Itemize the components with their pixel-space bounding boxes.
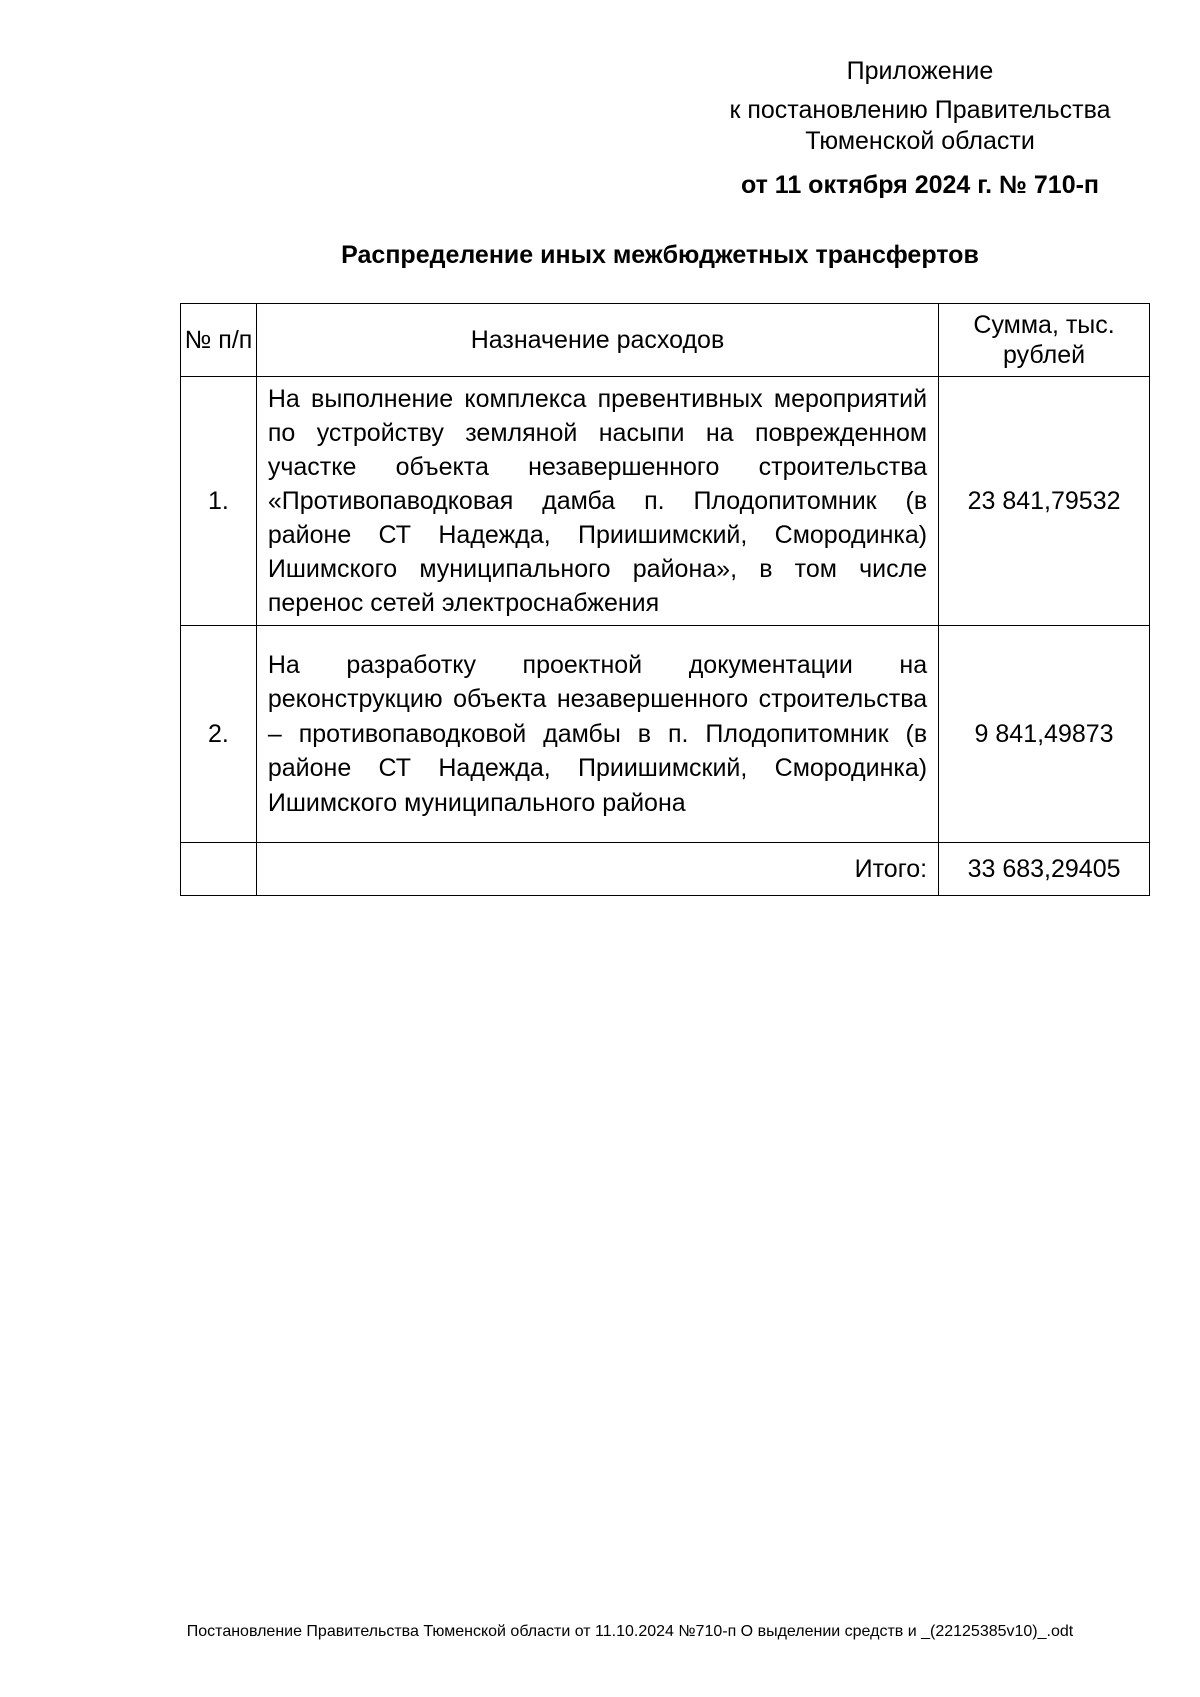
row-purpose-cell <box>256 377 938 626</box>
header-sum: Сумма, тыс. рублей <box>939 304 1150 377</box>
total-sum: 33 683,29405 <box>939 843 1150 896</box>
total-empty-cell <box>181 843 257 896</box>
table-row <box>181 626 1150 843</box>
row-sum: 9 841,49873 <box>939 626 1150 843</box>
decree-reference: от 11 октября 2024 г. № 710-п <box>740 171 1100 199</box>
total-label: Итого: <box>256 843 938 896</box>
table-row <box>181 377 1150 626</box>
appendix-label: Приложение <box>846 57 994 85</box>
row-purpose-cell <box>256 626 938 843</box>
header-number: № п/п <box>181 304 257 377</box>
to-decree-line-1: к постановлению Правительства <box>729 96 1111 124</box>
row-purpose: На разработку проектной документации на реконструкцию объекта незавершенного строительства – противопаводковой дамбы в п. Плодопитомник (в районе СТ Надежда, Приишимский, Смородинка) Ишимского муниципального района <box>267 650 928 817</box>
document-title: Распределение иных межбюджетных трансфертов <box>341 241 979 269</box>
spacer <box>700 87 1140 95</box>
table-header-row <box>181 304 1150 377</box>
to-decree-line-2: Тюменской области <box>805 127 1035 155</box>
header-purpose: Назначение расходов <box>256 304 938 377</box>
total-row <box>181 843 1150 896</box>
page-footer: Постановление Правительства Тюменской области от 11.10.2024 №710-п О выделении средств и _(22125385v10)_.odt <box>186 1623 1074 1640</box>
row-number: 1. <box>181 377 257 626</box>
transfers-table <box>180 303 1150 896</box>
row-sum: 23 841,79532 <box>939 377 1150 626</box>
appendix-header <box>700 56 1140 199</box>
row-number: 2. <box>181 626 257 843</box>
row-purpose: На выполнение комплекса превентивных мероприятий по устройству земляной насыпи на поврежденном участке объекта незавершенного строительства «Противопаводковая дамба п. Плодопитомник (в районе СТ Надежда, Приишимский, Смородинка) Ишимского муниципального района», в том числе перенос сетей электроснабжения <box>267 385 928 617</box>
